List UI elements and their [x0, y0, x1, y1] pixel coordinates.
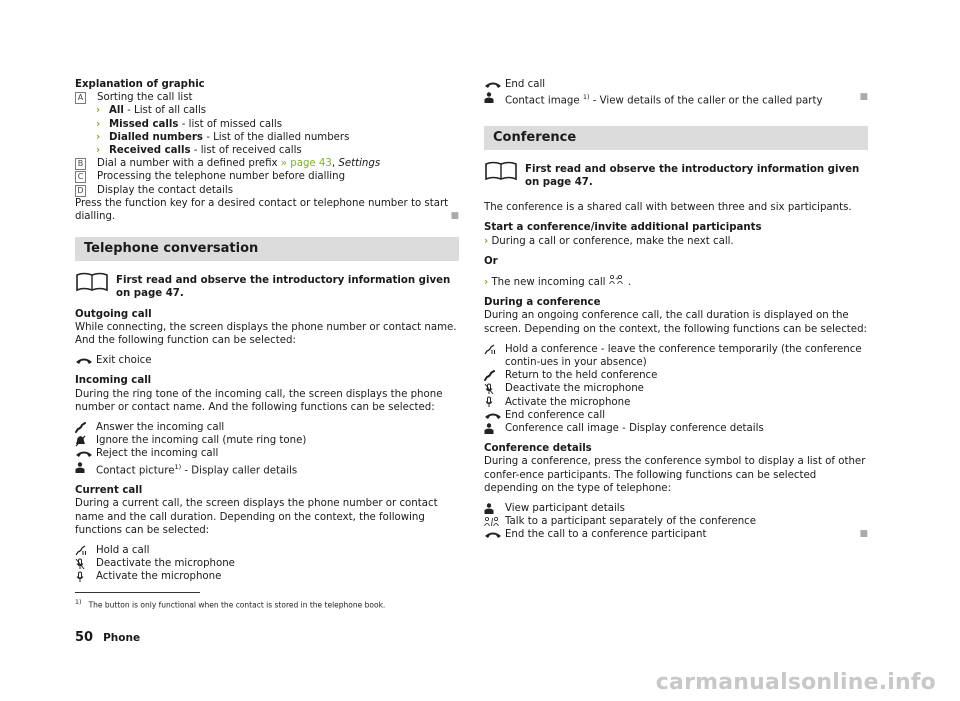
legend-b-text: Dial a number with a defined prefix — [97, 158, 281, 170]
private-talk-icon — [484, 515, 505, 528]
details-title: Conference details — [484, 443, 592, 455]
hang-up-icon — [484, 528, 505, 541]
mic-icon — [484, 396, 505, 409]
list-item — [75, 354, 459, 367]
list-item-text — [96, 461, 297, 478]
svg-text:+: + — [614, 276, 619, 283]
footnote-text: The button is only functional when the contact is stored in the telephone book. — [88, 600, 386, 610]
legend-b — [75, 157, 459, 170]
hang-up-icon — [484, 78, 505, 91]
list-item — [75, 447, 459, 460]
list-item-text — [505, 528, 868, 541]
legend-c — [75, 170, 459, 183]
spacer — [75, 477, 459, 484]
left-column — [75, 78, 459, 584]
hold-icon — [484, 343, 505, 356]
warning-text: First read and observe the introductory information given on page 47. — [525, 163, 860, 188]
legend-c-text: Processing the telephone number before dialling — [97, 171, 346, 183]
page-number: 50 — [75, 630, 94, 645]
list-item-text: Deactivate the microphone — [505, 383, 644, 395]
contact-image-label: Contact image — [505, 95, 583, 107]
legend-letter-a: A — [75, 92, 86, 104]
chevron-right-icon: › — [484, 235, 489, 247]
list-item — [75, 421, 459, 434]
phone-icon — [484, 369, 505, 382]
list-item — [484, 515, 868, 528]
contact-picture-label: Contact picture — [96, 465, 175, 477]
contact-icon — [484, 502, 505, 515]
list-item — [75, 434, 459, 447]
legend-letter-c: C — [75, 171, 86, 183]
footnote-divider — [75, 592, 200, 593]
list-item — [484, 396, 868, 409]
sort-desc: - list of received calls — [190, 145, 302, 157]
footnote — [75, 599, 385, 610]
incoming-text: During the ring tone of the incoming call, the screen displays the phone number or contact name. And the following functions can be selected: — [75, 388, 443, 413]
sort-term: Received calls — [109, 145, 191, 157]
mic-off-icon — [75, 557, 96, 570]
list-item — [484, 78, 868, 91]
link-sep: , — [331, 158, 339, 170]
sort-item-dialled — [75, 131, 459, 144]
list-item-text: Conference call image - Display conference details — [505, 423, 764, 435]
contact-image-desc: - View details of the caller or the called party — [589, 95, 823, 107]
sort-desc: - List of all calls — [123, 105, 207, 117]
legend-d — [75, 184, 459, 197]
sort-term: All — [109, 105, 124, 117]
chapter-name: Phone — [103, 632, 141, 644]
list-item-text: Answer the incoming call — [96, 422, 225, 434]
sort-item-received — [75, 144, 459, 157]
chevron-right-icon: › — [96, 145, 101, 157]
start-title: Start a conference/invite additional participants — [484, 222, 762, 234]
list-item-text: End call — [505, 79, 546, 90]
new-call-text: The new incoming call — [491, 277, 606, 289]
legend-letter-b: B — [75, 158, 86, 170]
list-item — [75, 461, 459, 478]
right-column — [484, 78, 868, 542]
footnote-mark: 1) — [75, 599, 82, 606]
list-item-text: Hold a call — [96, 545, 150, 557]
sort-item-missed — [75, 118, 459, 131]
warning-note — [75, 271, 459, 300]
spacer — [484, 495, 868, 502]
end-mark-icon: ■ — [450, 211, 459, 222]
list-item-text: Deactivate the microphone — [96, 558, 235, 570]
mic-icon — [75, 570, 96, 583]
current-text: During a current call, the screen displays the phone number or contact name and the call duration. Depending on the context, the following functions can be selected: — [75, 498, 438, 536]
open-book-icon — [75, 271, 109, 293]
start-step-text: During a call or conference, make the next call. — [491, 235, 734, 247]
list-item-text: Reject the incoming call — [96, 448, 219, 460]
end-mark-icon: ■ — [859, 529, 868, 540]
press-text — [75, 197, 459, 223]
list-item — [75, 544, 459, 557]
list-item-text: Talk to a participant separately of the conference — [505, 516, 757, 528]
mic-off-icon — [484, 382, 505, 395]
phone-icon — [75, 421, 96, 434]
spacer — [75, 367, 459, 374]
settings-ref: Settings — [338, 158, 381, 170]
start-step — [484, 235, 868, 248]
footnote-ref: 1) — [174, 462, 182, 471]
list-item — [484, 502, 868, 515]
section-title-conference: Conference — [484, 126, 868, 150]
list-item-text: Activate the microphone — [96, 571, 222, 583]
contact-picture-desc: - Display caller details — [181, 465, 298, 477]
during-title: During a conference — [484, 297, 601, 309]
contact-icon — [484, 422, 505, 435]
sort-item-all — [75, 104, 459, 117]
hold-icon — [75, 544, 96, 557]
spacer — [484, 214, 868, 221]
page-link[interactable]: » page 43 — [280, 158, 332, 170]
list-item-text: Return to the held conference — [505, 370, 658, 382]
warning-text: First read and observe the introductory information given on page 47. — [116, 275, 451, 300]
section-title-telephone-conversation: Telephone conversation — [75, 237, 459, 261]
sort-term: Dialled numbers — [109, 131, 203, 143]
legend-d-text: Display the contact details — [97, 184, 234, 196]
legend-letter-d: D — [75, 185, 86, 197]
outgoing-title: Outgoing call — [75, 308, 152, 320]
spacer — [75, 414, 459, 421]
chevron-right-icon: › — [96, 105, 101, 117]
watermark: carmanualsonline.info — [655, 670, 936, 695]
list-item — [484, 369, 868, 382]
details-text: During a conference, press the conference symbol to display a list of other confer-ence participants. The following functions can be selected depending on the type of telephone: — [484, 456, 866, 494]
press-text-content: Press the function key for a desired contact or telephone number to start dialling. — [75, 197, 449, 223]
list-item-text: Exit choice — [96, 355, 152, 367]
list-item — [75, 570, 459, 583]
list-item-text: Ignore the incoming call (mute ring tone) — [96, 435, 307, 447]
list-item-text: View participant details — [505, 503, 625, 515]
spacer — [484, 248, 868, 255]
list-item — [484, 528, 868, 541]
spacer — [75, 347, 459, 354]
conference-intro: The conference is a shared call with between three and six participants. — [484, 202, 852, 214]
sort-desc: - List of the dialled numbers — [202, 131, 350, 143]
spacer — [484, 435, 868, 442]
list-item — [484, 343, 868, 369]
chevron-right-icon: › — [96, 118, 101, 130]
list-item-text: Activate the microphone — [505, 396, 631, 408]
spacer — [75, 537, 459, 544]
current-title: Current call — [75, 485, 143, 497]
hang-up-icon — [484, 409, 505, 422]
sort-term: Missed calls — [109, 118, 179, 130]
incoming-title: Incoming call — [75, 375, 152, 387]
chevron-right-icon: › — [96, 131, 101, 143]
during-text: During an ongoing conference call, the call duration is displayed on the screen. Depending on the context, the following functions can be selected: — [484, 310, 867, 335]
spacer — [75, 301, 459, 308]
outgoing-text: While connecting, the screen displays the phone number or contact name. And the following function can be selected: — [75, 321, 457, 347]
hang-up-icon — [75, 354, 96, 367]
spacer — [484, 289, 868, 296]
footnote-ref: 1) — [582, 93, 590, 102]
chevron-right-icon: › — [484, 277, 489, 289]
list-item-text: End conference call — [505, 409, 606, 421]
explanation-title: Explanation of graphic — [75, 79, 205, 90]
list-item — [75, 557, 459, 570]
or-label: Or — [484, 255, 498, 267]
legend-a-text: Sorting the call list — [97, 92, 193, 104]
list-item — [484, 422, 868, 435]
end-participant-text: End the call to a conference participant — [505, 529, 707, 541]
warning-note — [484, 160, 868, 189]
open-book-icon — [484, 160, 518, 182]
list-item-text — [505, 91, 868, 108]
spacer — [484, 268, 868, 275]
spacer — [484, 189, 868, 201]
contact-icon — [75, 461, 96, 474]
hang-up-icon — [75, 447, 96, 460]
list-item — [484, 409, 868, 422]
mute-ring-icon — [75, 434, 96, 447]
new-call-end: . — [624, 277, 632, 289]
page-footer — [75, 630, 140, 645]
conference-add-icon — [609, 275, 625, 285]
list-item — [484, 382, 868, 395]
list-item — [484, 91, 868, 108]
contact-icon — [484, 91, 505, 104]
new-call-step — [484, 275, 868, 289]
list-item-text: Hold a conference - leave the conference temporarily (the conference contin-ues in your absence) — [505, 343, 862, 369]
sort-desc: - list of missed calls — [178, 118, 283, 130]
end-mark-icon: ■ — [859, 92, 868, 103]
spacer — [484, 336, 868, 343]
legend-a — [75, 91, 459, 104]
